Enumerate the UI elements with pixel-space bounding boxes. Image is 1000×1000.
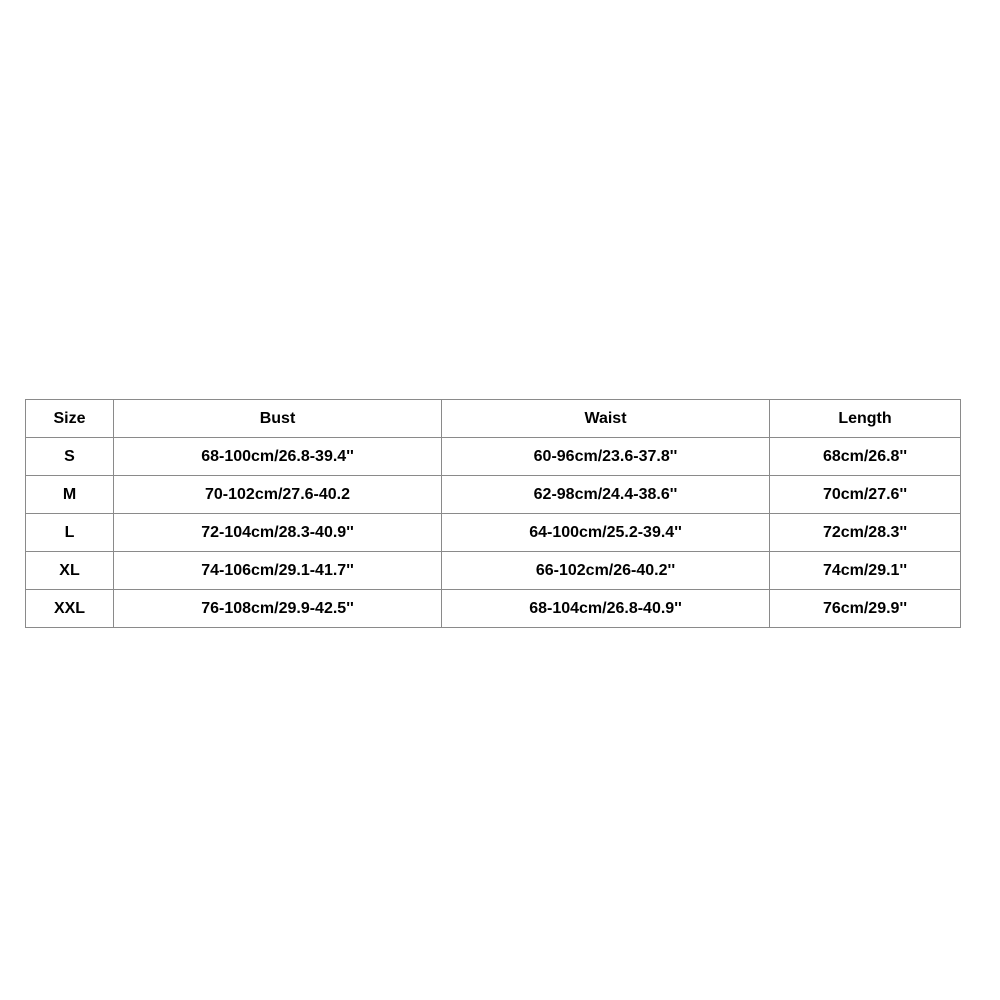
bust-cell: 70-102cm/27.6-40.2 (114, 476, 442, 514)
waist-cell: 60-96cm/23.6-37.8'' (442, 438, 770, 476)
table-row (26, 590, 961, 628)
size-cell: XXL (26, 590, 114, 628)
length-cell: 74cm/29.1'' (770, 552, 961, 590)
size-cell: S (26, 438, 114, 476)
waist-cell: 62-98cm/24.4-38.6'' (442, 476, 770, 514)
size-cell: L (26, 514, 114, 552)
length-cell: 68cm/26.8'' (770, 438, 961, 476)
waist-cell: 64-100cm/25.2-39.4'' (442, 514, 770, 552)
size-cell: XL (26, 552, 114, 590)
bust-cell: 74-106cm/29.1-41.7'' (114, 552, 442, 590)
size-chart-table (25, 399, 961, 628)
table-row (26, 514, 961, 552)
bust-cell: 76-108cm/29.9-42.5'' (114, 590, 442, 628)
header-waist: Waist (442, 400, 770, 438)
size-cell: M (26, 476, 114, 514)
table-row (26, 552, 961, 590)
table-row (26, 476, 961, 514)
table-header-row (26, 400, 961, 438)
waist-cell: 68-104cm/26.8-40.9'' (442, 590, 770, 628)
table-row (26, 438, 961, 476)
header-bust: Bust (114, 400, 442, 438)
length-cell: 72cm/28.3'' (770, 514, 961, 552)
waist-cell: 66-102cm/26-40.2'' (442, 552, 770, 590)
bust-cell: 68-100cm/26.8-39.4'' (114, 438, 442, 476)
header-length: Length (770, 400, 961, 438)
header-size: Size (26, 400, 114, 438)
length-cell: 70cm/27.6'' (770, 476, 961, 514)
bust-cell: 72-104cm/28.3-40.9'' (114, 514, 442, 552)
length-cell: 76cm/29.9'' (770, 590, 961, 628)
